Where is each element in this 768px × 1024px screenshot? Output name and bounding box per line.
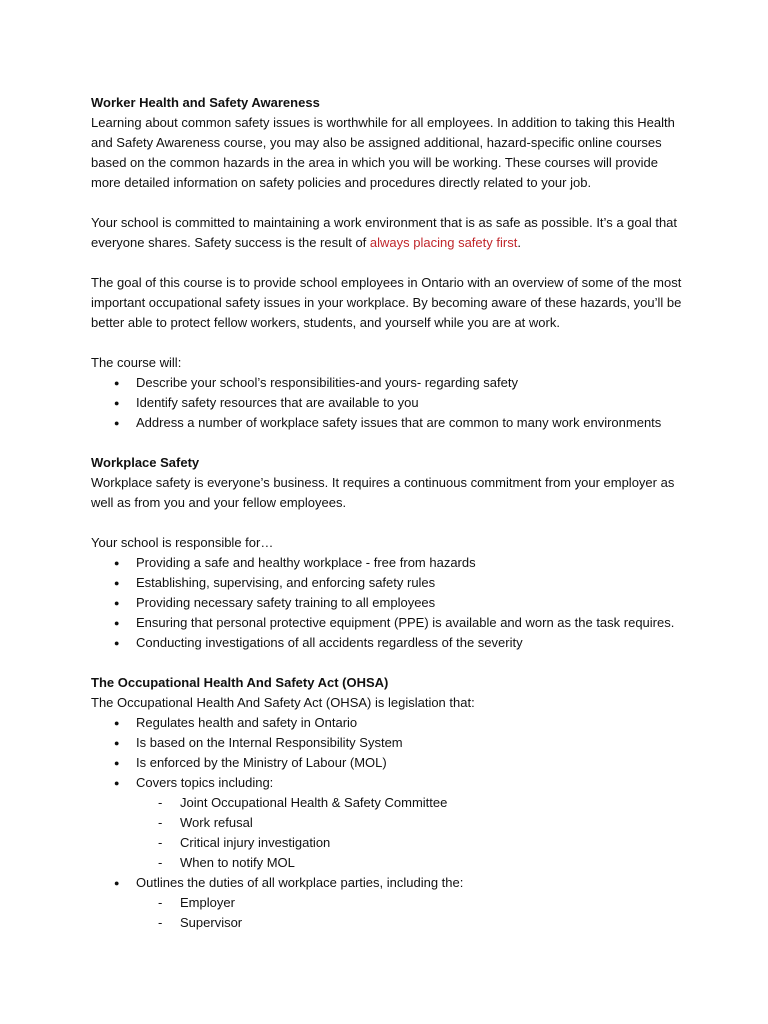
list-item-text: Is based on the Internal Responsibility System (136, 735, 403, 750)
list-item-text: Covers topics including: (136, 775, 274, 790)
sub-list-item (91, 833, 691, 853)
list-item-text: Providing necessary safety training to all employees (136, 595, 436, 610)
bullet-icon: ● (114, 578, 120, 588)
bullet-icon: ● (114, 778, 120, 788)
awareness-paragraph-3: The goal of this course is to provide school employees in Ontario with an overview of some of the most important occupational safety issues in your workplace. By becoming aware of these hazards, you’ll be better able to protect fellow workers, students, and yourself while you are at work. (91, 275, 682, 330)
ohsa-intro: The Occupational Health And Safety Act (OHSA) is legislation that: (91, 695, 475, 710)
ohsa-topics-list (91, 793, 691, 873)
bullet-icon: ● (114, 618, 120, 628)
list-item (91, 633, 691, 653)
paragraph-gap (91, 253, 691, 273)
section-heading-ohsa: The Occupational Health And Safety Act (OHSA) (91, 675, 389, 690)
dash-icon: - (158, 915, 163, 930)
awareness-paragraph-1: Learning about common safety issues is worthwhile for all employees. In addition to taking this Health and Safety Awareness course, you may also be assigned additional, hazard-specific online courses based on the common hazards in the area in which you will be working. These courses will provide more detailed information on safety policies and procedures directly related to your job. (91, 115, 675, 190)
sub-list-item (91, 893, 691, 913)
list-item (91, 553, 691, 573)
list-item (91, 413, 691, 433)
list-item-text: Describe your school’s responsibilities-and yours- regarding safety (136, 375, 518, 390)
bullet-icon: ● (114, 378, 120, 388)
list-item (91, 733, 691, 753)
section-heading-workplace: Workplace Safety (91, 455, 200, 470)
list-item-text: Is enforced by the Ministry of Labour (MOL) (136, 755, 387, 770)
list-item (91, 713, 691, 733)
list-item (91, 613, 691, 633)
list-item-text: Identify safety resources that are available to you (136, 395, 419, 410)
paragraph-gap (91, 433, 691, 453)
course-intro: The course will: (91, 355, 182, 370)
sub-list-item (91, 913, 691, 933)
list-item-text: Outlines the duties of all workplace parties, including the: (136, 875, 464, 890)
list-item (91, 393, 691, 413)
dash-icon: - (158, 895, 163, 910)
dash-icon: - (158, 815, 163, 830)
document-page (91, 93, 691, 933)
bullet-icon: ● (114, 418, 120, 428)
list-item (91, 573, 691, 593)
section-heading-awareness: Worker Health and Safety Awareness (91, 95, 320, 110)
bullet-icon: ● (114, 738, 120, 748)
awareness-paragraph-2-prefix: Your school is committed to maintaining a work environment that is as safe as possible. It’s a goal that everyone shares. Safety success is the result of (91, 215, 678, 250)
dash-icon: - (158, 835, 163, 850)
bullet-icon: ● (114, 558, 120, 568)
paragraph-gap (91, 653, 691, 673)
sub-list-item-text: Supervisor (180, 915, 243, 930)
workplace-paragraph: Workplace safety is everyone’s business. It requires a continuous commitment from your employer as well as from you and your fellow employees. (91, 475, 675, 510)
list-item-text: Address a number of workplace safety issues that are common to many work environments (136, 415, 662, 430)
sub-list-item-text: When to notify MOL (180, 855, 295, 870)
awareness-paragraph-2 (91, 213, 691, 253)
bullet-icon: ● (114, 638, 120, 648)
list-item-text: Conducting investigations of all accidents regardless of the severity (136, 635, 523, 650)
paragraph-gap (91, 333, 691, 353)
paragraph-gap (91, 193, 691, 213)
paragraph-gap (91, 513, 691, 533)
ohsa-parties-list (91, 893, 691, 933)
list-item-text: Regulates health and safety in Ontario (136, 715, 358, 730)
list-item (91, 873, 691, 893)
list-item-text: Providing a safe and healthy workplace - free from hazards (136, 555, 476, 570)
ohsa-items-list (91, 713, 691, 793)
sub-list-item-text: Employer (180, 895, 235, 910)
sub-list-item (91, 813, 691, 833)
sub-list-item (91, 853, 691, 873)
list-item (91, 593, 691, 613)
responsible-items-list (91, 553, 691, 653)
bullet-icon: ● (114, 398, 120, 408)
bullet-icon: ● (114, 718, 120, 728)
list-item-text: Establishing, supervising, and enforcing safety rules (136, 575, 436, 590)
list-item (91, 753, 691, 773)
list-item (91, 773, 691, 793)
sub-list-item-text: Joint Occupational Health & Safety Committee (180, 795, 448, 810)
responsible-intro: Your school is responsible for… (91, 535, 274, 550)
bullet-icon: ● (114, 598, 120, 608)
sub-list-item-text: Work refusal (180, 815, 253, 830)
awareness-paragraph-2-suffix: . (517, 235, 521, 250)
safety-first-highlight: always placing safety first (369, 235, 518, 250)
list-item-text: Ensuring that personal protective equipment (PPE) is available and worn as the task requires. (136, 615, 675, 630)
sub-list-item (91, 793, 691, 813)
dash-icon: - (158, 855, 163, 870)
course-items-list (91, 373, 691, 433)
list-item (91, 373, 691, 393)
bullet-icon: ● (114, 878, 120, 888)
dash-icon: - (158, 795, 163, 810)
bullet-icon: ● (114, 758, 120, 768)
ohsa-duties-list (91, 873, 691, 893)
sub-list-item-text: Critical injury investigation (180, 835, 331, 850)
